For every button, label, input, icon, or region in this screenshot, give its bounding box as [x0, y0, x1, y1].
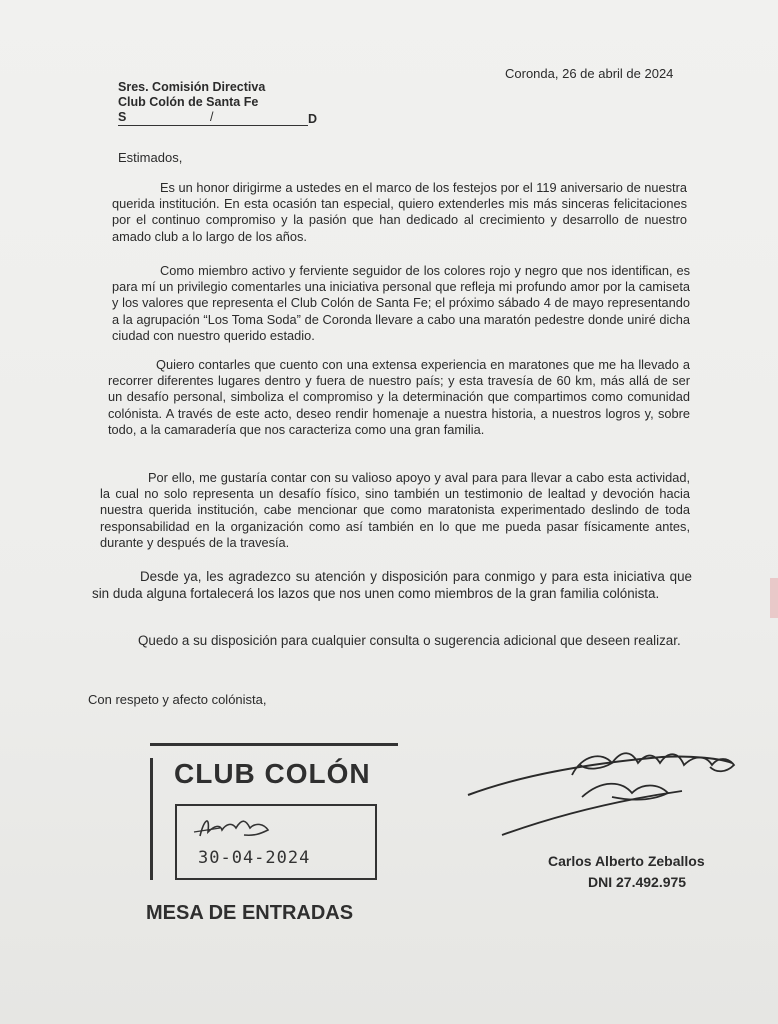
addressee-d: D	[308, 112, 318, 126]
stamp-top-border	[150, 743, 398, 746]
addressee-line-1: Sres. Comisión Directiva	[118, 80, 266, 94]
closing-line: Con respeto y afecto colónista,	[88, 692, 267, 707]
stamp-footer: MESA DE ENTRADAS	[146, 902, 354, 924]
paragraph-1: Es un honor dirigirme a ustedes en el marco de los festejos por el 119 aniversario de nuestra querida institución. En esta ocasión tan especial, quiero extenderles mis más sinceras felicitaciones por el continuo compromiso y la pasión que han dedicado al crecimiento y desarrollo de nuestro amado club a lo largo de los años.	[112, 180, 687, 244]
signer-name: Carlos Alberto Zeballos	[548, 853, 705, 869]
addressee-underline	[118, 125, 308, 126]
paragraph-2: Como miembro activo y ferviente seguidor de los colores rojo y negro que nos identifican, es para mí un privilegio comentarles una iniciativa personal que refleja mi profundo amor por la camiseta y los valores que representa el Club Colón de Santa Fe; el próximo sábado 4 de mayo representando a la agrupación “Los Toma Soda” de Coronda llevare a cabo una maratón pedestre donde uniré dicha ciudad con nuestro querido estadio.	[112, 263, 690, 343]
stamp-received-date: 30-04-2024	[198, 848, 311, 868]
addressee-s: S	[118, 110, 127, 124]
paragraph-5: Desde ya, les agradezco su atención y disposición para conmigo y para esta iniciativa que sin duda alguna fortalecerá los lazos que nos unen como miembros de la gran familia colónista.	[92, 569, 692, 601]
paragraph-3: Quiero contarles que cuento con una extensa experiencia en maratones que me ha llevado a recorrer diferentes lugares dentro y fuera de nuestro país; y esta travesía de 60 km, más allá de ser un desafío personal, simboliza el compromiso y la determinación que compartimos como comunidad colónista. A través de este acto, deseo rendir homenaje a nuestra historia, a nuestros logros y, sobre todo, a la camaradería que nos caracteriza como una gran familia.	[108, 357, 690, 437]
addressee-line-2: Club Colón de Santa Fe	[118, 95, 259, 109]
signer-dni: DNI 27.492.975	[588, 874, 687, 890]
paragraph-4: Por ello, me gustaría contar con su valioso apoyo y aval para para llevar a cabo esta actividad, la cual no solo representa un desafío físico, sino también un testimonio de lealtad y devoción hacia nuestra querida institución, cabe mencionar que como maratonista experimentado deslindo de toda responsabilidad en la organización como así también en lo que me pueda pasar físicamente antes, durante y después de la travesía.	[100, 470, 690, 550]
stamp-title: CLUB COLÓN	[174, 758, 371, 789]
salutation: Estimados,	[118, 150, 183, 165]
addressee-slash: /	[210, 110, 214, 124]
signature-image	[462, 735, 752, 845]
paragraph-6: Quedo a su disposición para cualquier consulta o sugerencia adicional que deseen realizar.	[138, 633, 681, 648]
addressee-block	[118, 80, 318, 126]
page-edge-mark	[770, 578, 778, 618]
stamp-initials-scribble	[180, 806, 290, 846]
addressee-sd-line	[118, 110, 318, 126]
letter-date: Coronda, 26 de abril de 2024	[505, 66, 674, 81]
stamp-left-border	[150, 758, 153, 880]
